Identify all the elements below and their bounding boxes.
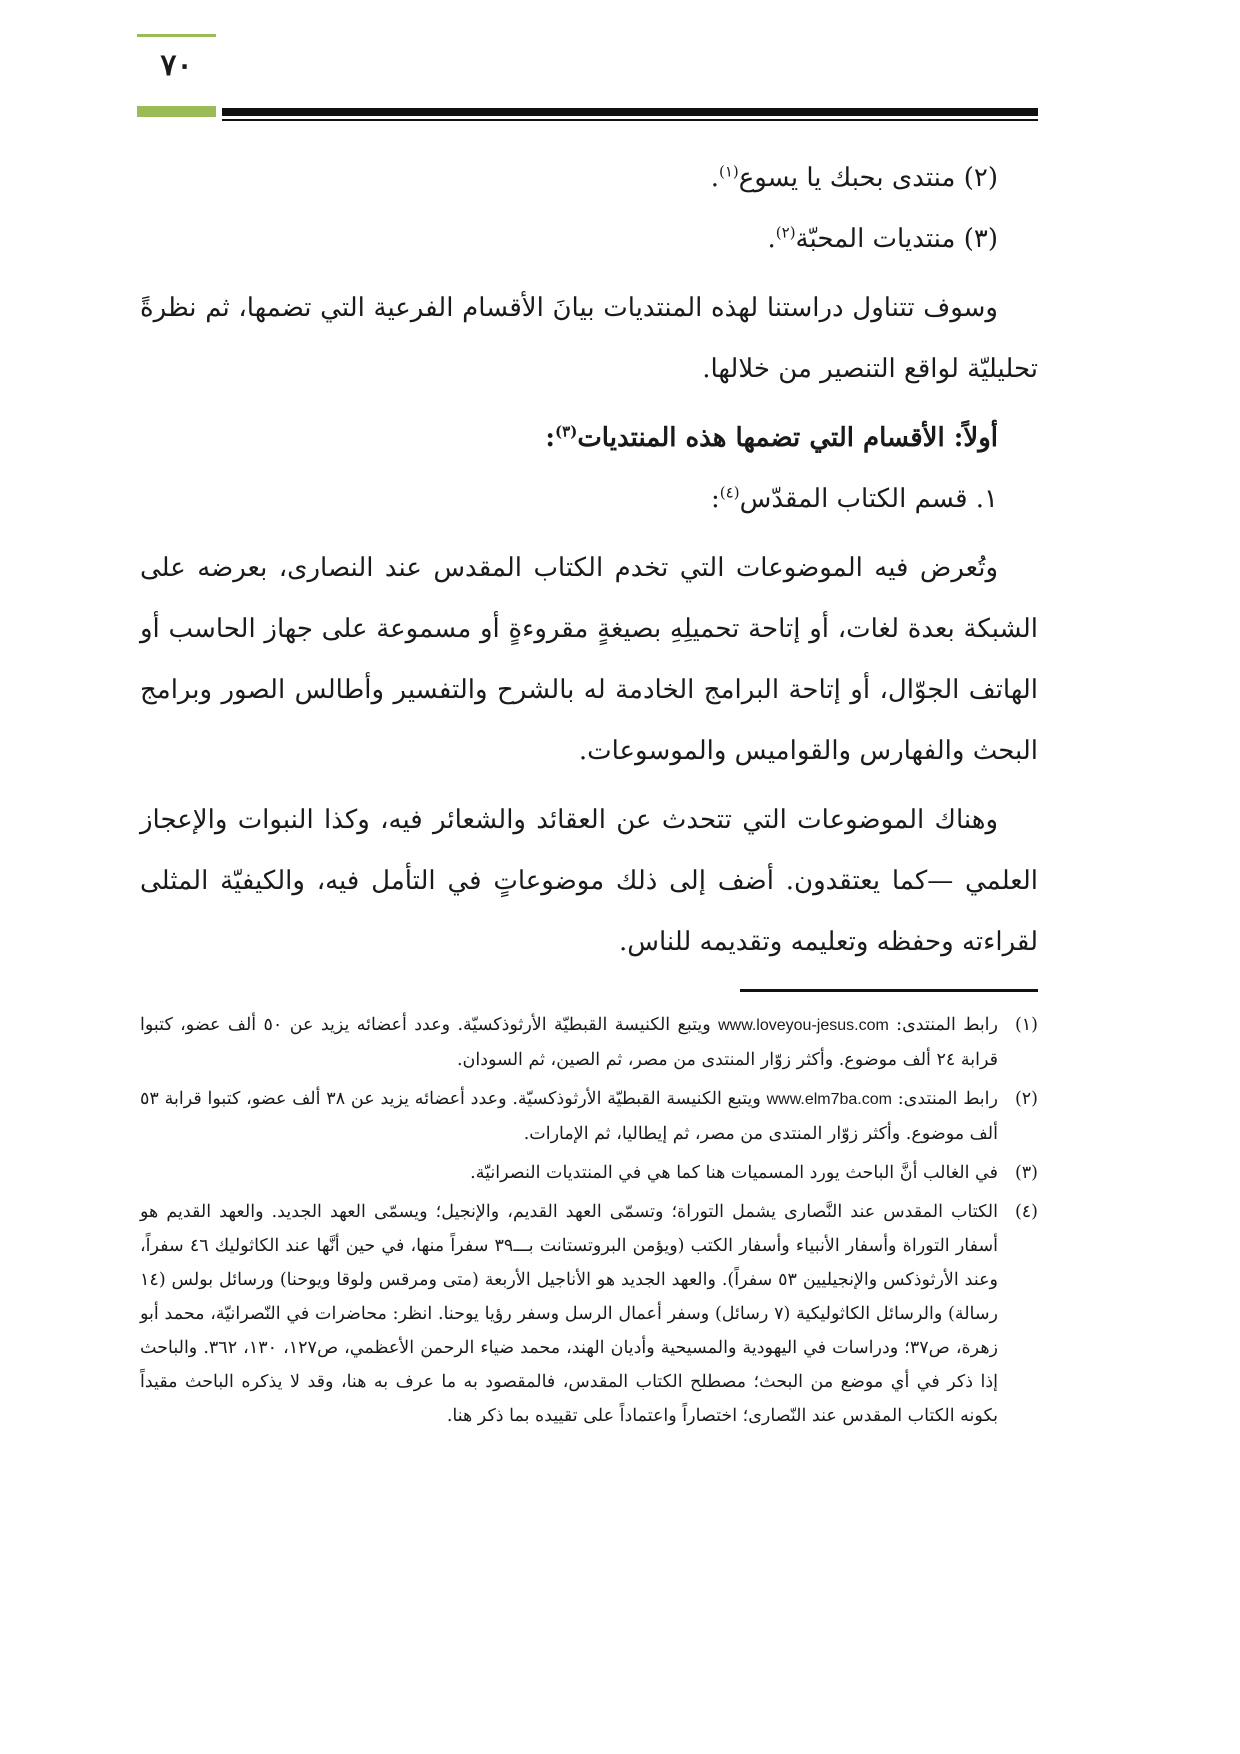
footnote-ref-3: (٣) xyxy=(555,422,578,441)
header-rule-thin xyxy=(222,119,1038,121)
section-heading: أولاً: الأقسام التي تضمها هذه المنتديات$^{(٣)}$: xyxy=(545,422,998,453)
footnote-4: (٤) الكتاب المقدس عند النَّصارى يشمل التوراة؛ وتسمّى العهد القديم، والإنجيل؛ ويسمّى العهد الجديد. والعهد القديم هو أسفار التوراة وأسفار الأنبياء وأسفار الكتب (ويؤمن البروتستانت بـــ٣٩ سفراً منها، في حين أنَّها عند الكاثوليك ٤٦ سفراً، وعند الأرثوذكس والإنجيليين ٥٣ سفراً). والعهد الجديد هو الأناجيل الأربعة (متى ومرقس ولوقا ويوحنا) ورسائل بولس (١٤ رسالة) والرسائل الكاثوليكية (٧ رسائل) وسفر أعمال الرسل وسفر رؤيا يوحنا. انظر: محاضرات في النّصرانيّة، محمد أبو زهرة، ص٣٧؛ ودراسات في اليهودية والمسيحية وأديان الهند، محمد ضياء الرحمن الأعظمي، ص١٢٧، ١٣٠، ٣٦٢. والباحث إذا ذكر في أي موضع من البحث؛ مصطلح الكتاب المقدس، فالمقصود به ما عرف به هنا، وقد لا يذكره الباحث مقيداً بكونه الكتاب المقدس عند النّصارى؛ اختصاراً واعتماداً على تقييده بما ذكر هنا. xyxy=(140,1195,1038,1433)
footnote-3: (٣) في الغالب أنَّ الباحث يورد المسميات هنا كما هي في المنتديات النصرانيّة. xyxy=(140,1156,1038,1190)
header-green-block xyxy=(137,106,216,117)
list-item-forum-2: (٢) منتدى بحبك يا يسوع$^{(١)}$. xyxy=(710,162,998,193)
forum-url: www.loveyou-jesus.com xyxy=(718,1017,889,1034)
subsection-title: ١. قسم الكتاب المقدّس$^{(٤)}$: xyxy=(711,483,998,514)
main-text xyxy=(140,148,1038,973)
footnote-number: (٢) xyxy=(1014,1089,1038,1109)
forum-url: www.elm7ba.com xyxy=(766,1091,892,1108)
footnote-ref-2: (٢) xyxy=(775,223,796,242)
footnote-number: (١) xyxy=(1014,1015,1038,1035)
footnote-number: (٣) xyxy=(1014,1163,1038,1183)
footnotes xyxy=(140,1008,1038,1438)
body-paragraph-1: وتُعرض فيه الموضوعات التي تخدم الكتاب المقدس عند النصارى، بعرضه على الشبكة بعدة لغات، أو إتاحة تحميلِهِ بصيغةٍ مقروءةٍ أو مسموعة على جهاز الحاسب أو الهاتف الجوّال، أو إتاحة البرامج الخادمة له بالشرح والتفسير وأطالس الصور وبرامج البحث والفهارس والقواميس والموسوعات. xyxy=(140,553,1038,766)
footnote-ref-4: (٤) xyxy=(719,483,740,502)
page-number: ٧٠ xyxy=(160,48,193,83)
footnote-1: (١) رابط المنتدى: www.loveyou-jesus.com ويتبع الكنيسة القبطيّة الأرثوذكسيّة. وعدد أعضائه يزيد عن ٥٠ ألف عضو، كتبوا قرابة ٢٤ ألف موضوع. وأكثر زوّار المنتدى من مصر، ثم الصين، ثم السودان. xyxy=(140,1008,1038,1077)
footnote-2: (٢) رابط المنتدى: www.elm7ba.com ويتبع الكنيسة القبطيّة الأرثوذكسيّة. وعدد أعضائه يزيد عن ٣٨ ألف عضو، كتبوا قرابة ٥٣ ألف موضوع. وأكثر زوّار المنتدى من مصر، ثم إيطاليا، ثم الإمارات. xyxy=(140,1082,1038,1151)
list-item-forum-3: (٣) منتديات المحبّة$^{(٢)}$. xyxy=(767,223,998,254)
footnote-number: (٤) xyxy=(1014,1202,1038,1222)
body-paragraph-2: وهناك الموضوعات التي تتحدث عن العقائد والشعائر فيه، وكذا النبوات والإعجاز العلمي —كما يعتقدون. أضف إلى ذلك موضوعاتٍ في التأمل فيه، والكيفيّة المثلى لقراءته وحفظه وتعليمه وتقديمه للناس. xyxy=(140,805,1038,957)
intro-paragraph: وسوف تتناول دراستنا لهذه المنتديات بيانَ الأقسام الفرعية التي تضمها، ثم نظرةً تحليليّة لواقع التنصير من خلالها. xyxy=(140,293,1038,384)
footnote-separator xyxy=(740,989,1038,992)
header-rule xyxy=(222,108,1038,116)
footnote-ref-1: (١) xyxy=(718,162,739,181)
header-top-accent-bar xyxy=(137,34,216,37)
